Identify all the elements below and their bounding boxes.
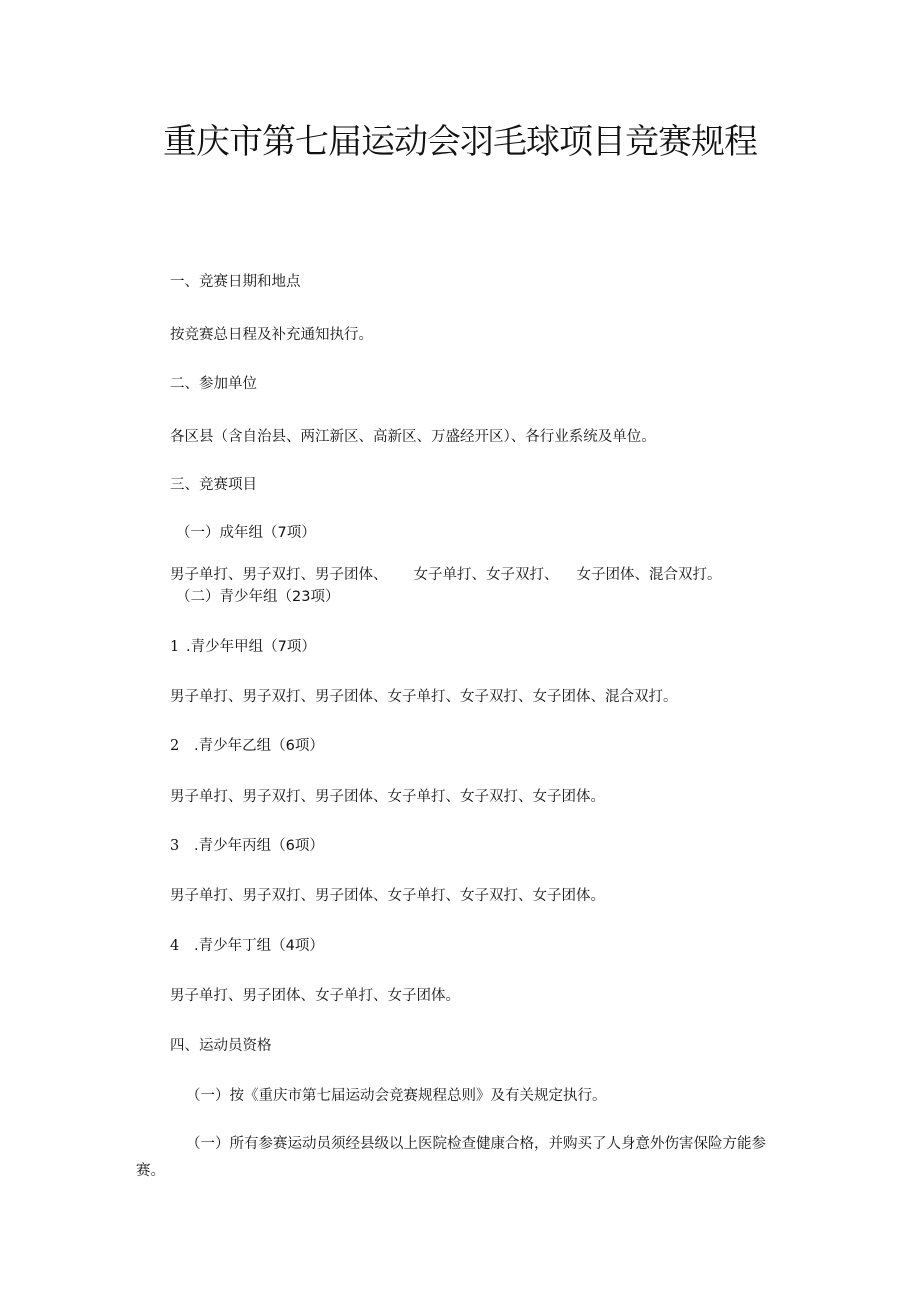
section1-heading: 一、竞赛日期和地点 xyxy=(170,274,301,290)
section4-item-1: （一）按《重庆市第七届运动会竞赛规程总则》及有关规定执行。 xyxy=(186,1088,607,1104)
adult-events-women: 女子单打、女子双打、 xyxy=(413,567,559,583)
youth-subgroup-events: 男子单打、男子团体、女子单打、女子团体。 xyxy=(170,988,460,1004)
adult-events-men: 男子单打、男子双打、男子团体、 xyxy=(170,567,388,583)
adult-group-events xyxy=(170,564,722,586)
youth-group-heading: （二）青少年组（23项） xyxy=(176,589,340,605)
subgroup-label: .青少年丙组（6项） xyxy=(194,838,324,854)
section1-text: 按竞赛总日程及补充通知执行。 xyxy=(170,327,373,343)
adult-events-mixed: 女子团体、混合双打。 xyxy=(576,567,722,583)
subgroup-label: .青少年乙组（6项） xyxy=(194,738,324,754)
section2-text: 各区县（含自治县、两江新区、高新区、万盛经开区）、各行业系统及单位。 xyxy=(170,429,656,445)
subgroup-number: 4 xyxy=(170,938,180,954)
section2-heading: 二、参加单位 xyxy=(170,376,257,392)
youth-subgroup-heading xyxy=(170,636,316,658)
youth-subgroup-events: 男子单打、男子双打、男子团体、女子单打、女子双打、女子团体。 xyxy=(170,789,605,805)
section3-heading: 三、竞赛项目 xyxy=(170,477,257,493)
page-title: 重庆市第七届运动会羽毛球项目竞赛规程 xyxy=(163,122,757,162)
subgroup-number: 2 xyxy=(170,738,180,754)
subgroup-number: 1 xyxy=(170,639,180,655)
youth-subgroup-events: 男子单打、男子双打、男子团体、女子单打、女子双打、女子团体。 xyxy=(170,888,605,904)
subgroup-label: .青少年丁组（4项） xyxy=(194,938,324,954)
subgroup-number: 3 xyxy=(170,838,180,854)
youth-subgroup-heading xyxy=(170,735,324,757)
section4-item-2: （一）所有参赛运动员须经县级以上医院检查健康合格，并购买了人身意外伤害保险方能参赛。 xyxy=(136,1136,766,1179)
section4-heading: 四、运动员资格 xyxy=(170,1038,272,1054)
adult-group-heading: （一）成年组（7项） xyxy=(176,525,316,541)
youth-subgroup-heading xyxy=(170,935,324,957)
youth-subgroup-heading xyxy=(170,835,324,857)
youth-subgroup-events: 男子单打、男子双打、男子团体、女子单打、女子双打、女子团体、混合双打。 xyxy=(170,689,678,705)
subgroup-label: .青少年甲组（7项） xyxy=(186,639,316,655)
